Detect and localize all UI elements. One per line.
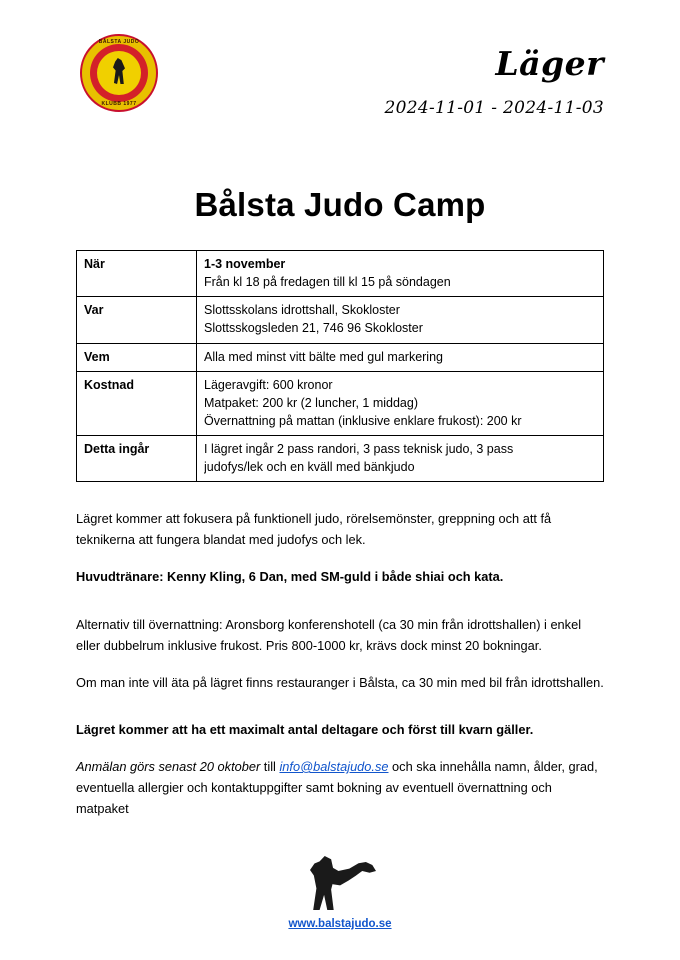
logo-top-text: BÅLSTA JUDO — [98, 39, 140, 45]
table-cell-line: Från kl 18 på fredagen till kl 15 på söndagen — [204, 275, 451, 290]
header-text-block — [385, 30, 604, 118]
table-row-value — [197, 297, 604, 343]
page-title: Bålsta Judo Camp — [194, 186, 486, 223]
table-row-value — [197, 343, 604, 371]
table-row-label: Var — [77, 297, 197, 343]
paragraph-focus: Lägret kommer att fokusera på funktionell judo, rörelsemönster, greppning och att få teknikerna att fungera blandat med judofys och lek. — [76, 511, 552, 548]
document-header — [76, 30, 604, 140]
table-row — [77, 251, 604, 297]
table-cell-line: Slottsskogsleden 21, 746 96 Skokloster — [204, 321, 423, 336]
table-cell-line: I lägret ingår 2 pass randori, 3 pass teknisk judo, 3 pass — [204, 442, 514, 456]
table-row-label: Kostnad — [77, 371, 197, 435]
table-row-value — [197, 251, 604, 297]
email-link[interactable]: info@balstajudo.se — [279, 759, 389, 775]
registration-deadline: Anmälan görs senast 20 oktober — [76, 759, 261, 775]
table-row — [77, 436, 604, 482]
footer-judoka-illustration — [0, 852, 680, 910]
body-copy — [76, 508, 604, 819]
paragraph-accommodation: Alternativ till övernattning: Aronsborg konferenshotell (ca 30 min från idrottshallen) i enkel eller dubbelrum inklusive frukost. Pris 800-1000 kr, krävs dock minst 20 bokningar. — [76, 616, 582, 653]
footer-website-url[interactable]: www.balstajudo.se — [288, 918, 392, 930]
table-row-value — [197, 371, 604, 435]
paragraph-registration — [76, 756, 604, 819]
header-title: Läger — [495, 44, 604, 83]
table-cell-line: Lägeravgift: 600 kronor — [204, 377, 333, 392]
logo-bottom-text: KLUBB 1977 — [101, 101, 137, 107]
table-cell-line: judofys/lek och en kväll med bänkjudo — [204, 460, 415, 475]
table-cell-line: Övernattning på mattan (inklusive enklare frukost): 200 kr — [204, 413, 522, 428]
club-logo-icon — [80, 34, 158, 112]
info-table — [76, 250, 604, 482]
header-dates: 2024-11-01 - 2024-11-03 — [384, 98, 604, 119]
table-cell-line: Matpaket: 200 kr (2 luncher, 1 middag) — [204, 395, 419, 410]
logo-judoka-figure-icon — [110, 58, 128, 88]
judoka-uke-icon — [330, 862, 376, 892]
registration-details: och ska innehålla namn, ålder, grad, eventuella allergier och kontaktuppgifter samt bokning av eventuell övernattning och matpaket — [76, 759, 598, 817]
table-row-label: När — [77, 251, 197, 297]
table-cell-line: 1-3 november — [204, 257, 286, 271]
table-row — [77, 371, 604, 435]
table-cell-line: Slottsskolans idrottshall, Skokloster — [204, 303, 400, 318]
table-row-label: Detta ingår — [77, 436, 197, 482]
judoka-throw-icon — [302, 854, 378, 910]
table-row-value — [197, 436, 604, 482]
table-row — [77, 297, 604, 343]
table-row — [77, 343, 604, 371]
registration-connector: till — [260, 759, 280, 775]
paragraph-restaurants: Om man inte vill äta på lägret finns restauranger i Bålsta, ca 30 min med bil från idrottshallen. — [76, 674, 604, 690]
paragraph-max-participants: Lägret kommer att ha ett maximalt antal deltagare och först till kvarn gäller. — [76, 721, 534, 737]
table-cell-line: Alla med minst vitt bälte med gul markering — [204, 349, 443, 364]
table-row-label: Vem — [77, 343, 197, 371]
document-footer — [0, 852, 680, 930]
paragraph-head-coach: Huvudtränare: Kenny Kling, 6 Dan, med SM-guld i både shiai och kata. — [76, 569, 504, 585]
